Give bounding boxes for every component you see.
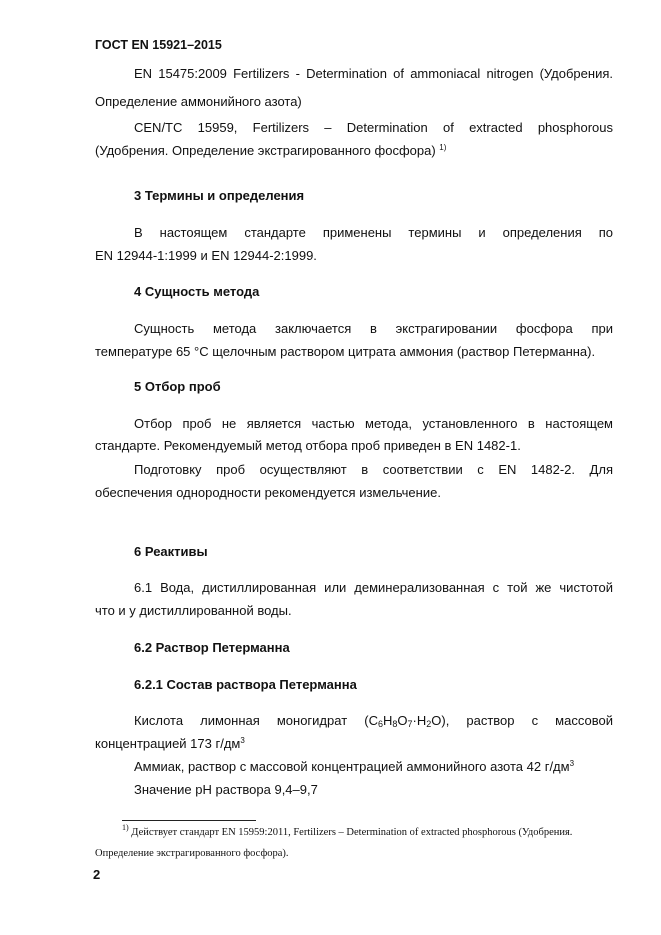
footnote-line2: Определение экстрагированного фосфора). [95,848,289,859]
section-3-heading: 3 Термины и определения [134,188,305,203]
section-4-heading: 4 Сущность метода [134,284,260,299]
section-5-p2-line2: обеспечения однородности рекомендуется измельчение. [95,485,441,500]
section-6-heading: 6 Реактивы [134,544,208,559]
ref-en15475-line1: EN 15475:2009 Fertilizers - Determination of ammoniacal nitrogen (Удобрения. [134,66,613,81]
document-header: ГОСТ EN 15921–2015 [95,38,222,52]
footnote-ref-mark: 1) [439,143,447,152]
ref-en15475-line2: Определение аммонийного азота) [95,94,302,109]
section-4-text-line1: Сущность метода заключается в экстрагировании фосфора при [134,321,613,336]
section-3-text-line1: В настоящем стандарте применены термины и определения по [134,225,613,240]
ammonia-line: Аммиак, раствор с массовой концентрацией аммонийного азота 42 $г/дм^3$ [134,759,575,774]
section-3-text-line2: EN 12944-1:1999 и EN 12944-2:1999. [95,248,317,263]
section-5-p1-line1: Отбор проб не является частью метода, установленного в настоящем [134,416,613,431]
section-6-1-line1: 6.1 Вода, дистиллированная или деминерализованная с той же чистотой [134,580,613,595]
ref-cen-tc-line2: (Удобрения. Определение экстрагированного фосфора) $^{1)}$ [95,143,447,158]
section-5-heading: 5 Отбор проб [134,379,221,394]
footnote-separator [122,820,256,821]
citric-acid-line1: Кислота лимонная моногидрат $(C_6H_8O_7\cdot H_2O)$, раствор с массовой [134,713,613,729]
section-4-text-line2: температуре 65 °С щелочным раствором цитрата аммония (раствор Петерманна). [95,344,596,359]
section-6-2-1-heading: 6.2.1 Состав раствора Петерманна [134,677,357,692]
section-5-p1-line2: стандарте. Рекомендуемый метод отбора проб приведен в EN 1482-1. [95,438,521,453]
footnote-line1: $^{1)}$ Действует стандарт EN 15959:2011, Fertilizers – Determination of extracted phosphorous (Удобрения. [122,823,573,838]
ref-cen-tc-line1: CEN/TC 15959, Fertilizers – Determination of extracted phosphorous [134,120,613,135]
section-5-p2-line1: Подготовку проб осуществляют в соответствии с EN 1482-2. Для [134,462,613,477]
section-6-1-line2: что и у дистиллированной воды. [95,603,292,618]
ph-value-line: Значение рН раствора 9,4–9,7 [134,782,318,797]
page-number: 2 [93,867,101,882]
citric-acid-line2: концентрацией 173 $г/дм^3$ [95,736,245,751]
section-6-2-heading: 6.2 Раствор Петерманна [134,640,290,655]
